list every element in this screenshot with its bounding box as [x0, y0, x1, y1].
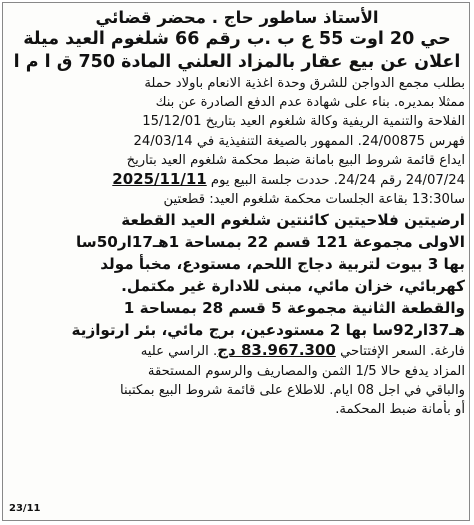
- body-line-13: هـ37ار92سا بها 2 مستودعين، برج مائي، بئر ارتوازية: [71, 321, 465, 340]
- body-line-5: ايداع قائمة شروط البيع بامانة ضبط محكمة شلغوم العيد بتاريخ: [126, 152, 465, 168]
- body-line-8: ارضيتين فلاحيتين كائنتين شلغوم العيد القطعة: [121, 211, 465, 230]
- body-line-11: كهربائي، خزان مائي، مبنى للادارة غير مكتمل.: [121, 277, 465, 296]
- body-line-15: المزاد يدفع حالا 1/5 الثمن والمصاريف والرسوم المستحقة: [147, 363, 465, 379]
- body-line-7: سا13:30 بقاعة الجلسات محكمة شلغوم العيد: قطعتين: [163, 192, 465, 208]
- opening-price-label: فارغة. السعر الإفتتاحي: [340, 344, 465, 360]
- body-line-6: [9, 170, 465, 190]
- bailiff-address: حي 20 اوت 55 ع ب .ب رقم 66 شلغوم العيد ميلة: [23, 29, 451, 49]
- body-line-14: [9, 341, 465, 361]
- body-line-2: ممثلا بمديره. بناء على شهادة عدم الدفع الصادرة عن بنك: [155, 95, 465, 111]
- body-line-6-text: 24/07/24 رقم 24/24. حددت جلسة البيع يوم: [210, 173, 465, 189]
- announcement-frame: [2, 2, 470, 521]
- body-line-14-tail: . الراسي عليه: [140, 344, 218, 360]
- body-line-16: والباقي في اجل 08 ايام. للاطلاع على قائمة شروط البيع بمكتبنا: [120, 382, 465, 398]
- auction-headline: اعلان عن بيع عقار بالمزاد العلني المادة 750 ق ا م ا: [13, 52, 461, 72]
- body-line-17: أو بأمانة ضبط المحكمة.: [335, 402, 465, 418]
- bailiff-title: الأستاذ ساطور حاج . محضر قضائي: [95, 8, 379, 27]
- sale-date: 2025/11/11: [112, 170, 207, 189]
- body-line-1: بطلب مجمع الدواجن للشرق وحدة اغذية الانعام باولاد حملة: [144, 76, 465, 91]
- body-line-12: والقطعة الثانية مجموعة 5 قسم 28 بمساحة 1: [123, 299, 465, 318]
- opening-price: 83.967.300 دج: [217, 341, 336, 360]
- body-line-3: الفلاحة والتنمية الريفية وكالة شلغوم العيد بتاريخ 15/12/01: [142, 114, 465, 130]
- page-ref: 23/11: [9, 503, 41, 514]
- body-line-4: فهرس 24/00875. الممهور بالصيغة التنفيذية في 24/03/14: [133, 133, 465, 149]
- body-line-9: الاولى مجموعة 121 قسم 22 بمساحة 1هـ17ار50سا: [76, 233, 465, 252]
- announcement-content: [9, 7, 465, 419]
- body-line-10: بها 3 بيوت لتربية دجاج اللحم، مستودع، مخبأ مولد: [100, 255, 465, 274]
